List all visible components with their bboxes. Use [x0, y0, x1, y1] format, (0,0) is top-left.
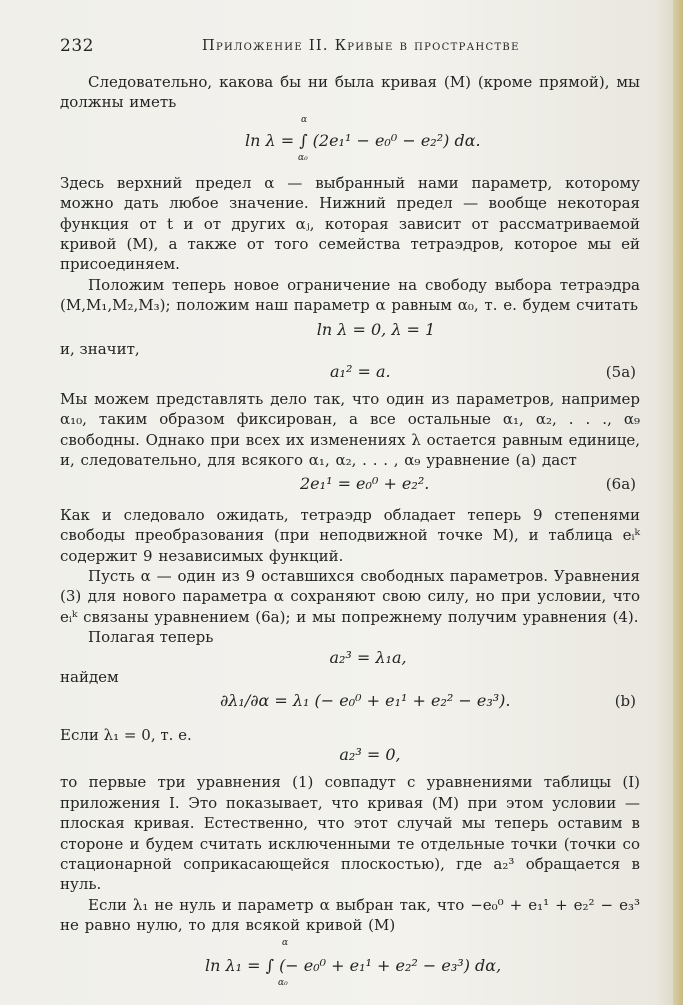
paragraph-11: то первые три уравнения (1) совпадут с уравнениями таблицы (I) приложения I. Это показывает, что кривая (M) при этом условии — плоская кривая. Естественно, что этот случай мы теперь оставим в стороне и будем считать исключенными те отдельные точки (точки со стационарной соприкасающейся плоскостью), где a₂³ обращается в нуль.: [60, 773, 640, 894]
page-body: [60, 72, 640, 988]
integral-upper-limit-2: α: [282, 937, 289, 948]
equation-ln-lambda-1: [60, 937, 640, 988]
equation-8: ln λ₁ = ∫ (− e₀⁰ + e₁¹ + e₂² − e₃³) dα,: [205, 955, 502, 975]
equation-3: a₁² = a.: [330, 362, 391, 382]
paragraph-5: Мы можем представлять дело так, что один из параметров, например α₁₀, таким образом фиксирован, а все остальные α₁, α₂, . . ., α₉ свободны. Однако при всех их изменениях λ остается равным единице, и, следовательно, для всякого α₁, α₂, . . . , α₉ уравнение (a) даст: [60, 390, 640, 470]
page-header: [60, 36, 640, 56]
paragraph-8: Полагая теперь: [88, 628, 214, 647]
paragraph-10: Если λ₁ = 0, т. е.: [60, 725, 192, 744]
equation-5: a₂³ = λ₁a,: [329, 647, 407, 667]
paragraph-12: Если λ₁ не нуль и параметр α выбран так, что −e₀⁰ + e₁¹ + e₂² − e₃³ не равно нулю, то для всякой кривой (M): [60, 895, 640, 935]
equation-ln-lambda: [60, 114, 640, 163]
paragraph-4: и, значит,: [60, 339, 140, 358]
equation-5a: [60, 359, 640, 385]
integral-lower-limit-2: α₀: [278, 977, 288, 988]
equation-7: a₂³ = 0,: [339, 745, 401, 765]
running-title: Приложение II. Кривые в пространстве: [202, 38, 520, 54]
page-number: 232: [60, 36, 94, 56]
page-edge: [673, 0, 683, 1005]
integral-lower-limit: α₀: [298, 152, 308, 163]
equation-number-6a: (6a): [605, 474, 636, 493]
equation-2: ln λ = 0, λ = 1: [316, 319, 436, 339]
equation-b: [60, 687, 640, 717]
equation-4: 2e₁¹ = e₀⁰ + e₂².: [300, 473, 430, 493]
equation-6: ∂λ₁/∂α = λ₁ (− e₀⁰ + e₁¹ + e₂² − e₃³).: [220, 690, 511, 710]
paragraph-1: Следовательно, какова бы ни была кривая (M) (кроме прямой), мы должны иметь: [60, 73, 640, 112]
paragraph-3: Положим теперь новое ограничение на свободу выбора тетраэдра (M,M₁,M₂,M₃); положим наш параметр α равным α₀, т. е. будем считать: [60, 275, 640, 315]
equation-number-b: (b): [614, 691, 636, 710]
integral-upper-limit: α: [301, 114, 308, 125]
equation-6a: [60, 471, 640, 497]
equation-number-5a: (5a): [605, 363, 636, 382]
equation-1: ln λ = ∫ (2e₁¹ − e₀⁰ − e₂²) dα.: [245, 130, 481, 150]
paragraph-2: Здесь верхний предел α — выбранный нами параметр, которому можно дать любое значение. Нижний предел — вообще некоторая функция от t и от других αⱼ, которая зависит от рассматриваемой кривой (M), а также от того семейства тетраэдров, которое мы ей присоединяем.: [60, 173, 640, 274]
paragraph-9: найдем: [60, 667, 119, 686]
paragraph-7: Пусть α — один из 9 оставшихся свободных параметров. Уравнения (3) для нового параметра α сохраняют свою силу, но при условии, что eᵢᵏ связаны уравнением (6a); и мы попрежнему получим уравнения (4).: [60, 566, 640, 626]
paragraph-6: Как и следовало ожидать, тетраэдр обладает теперь 9 степенями свободы преобразования (при неподвижной точке M), и таблица eᵢᵏ содержит 9 независимых функций.: [60, 505, 640, 565]
